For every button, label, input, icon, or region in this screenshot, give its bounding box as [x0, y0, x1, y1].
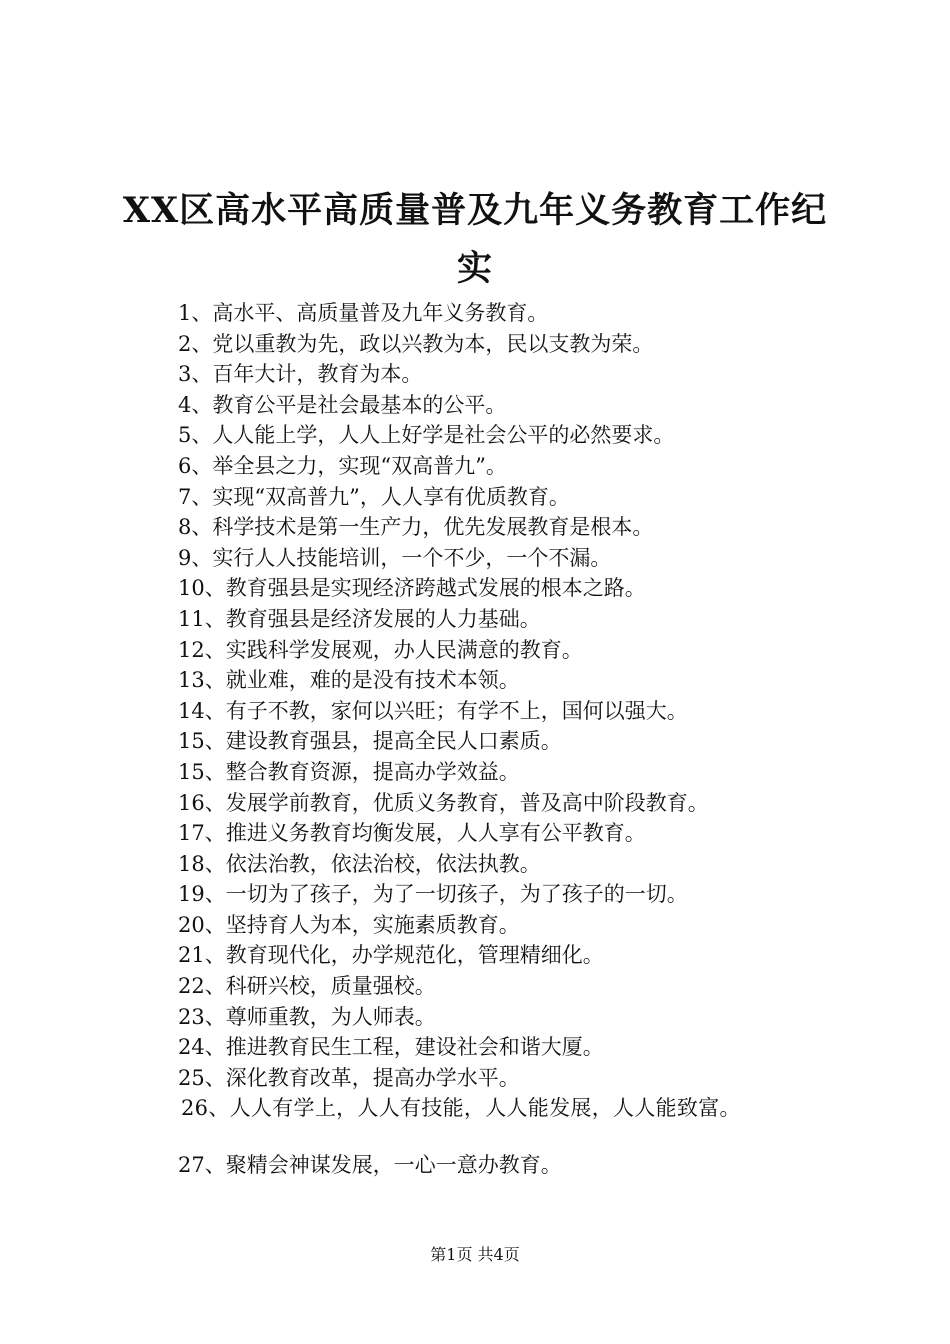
list-item: 16、发展学前教育，优质义务教育，普及高中阶段教育。: [178, 790, 709, 815]
list-item: 13、就业难，难的是没有技术本领。: [178, 668, 520, 693]
list-item: 24、推进教育民生工程，建设社会和谐大厦。: [178, 1035, 604, 1060]
list-item: 14、有子不教，家何以兴旺；有学不上，国何以强大。: [178, 698, 688, 723]
list-item: 26、人人有学上，人人有技能，人人能发展，人人能致富。: [181, 1096, 741, 1121]
page-number-footer: 第1页 共4页: [430, 1245, 520, 1264]
list-item: 1、高水平、高质量普及九年义务教育。: [178, 301, 549, 325]
slogan-list: [178, 298, 878, 1181]
list-item: 5、人人能上学，人人上好学是社会公平的必然要求。: [178, 423, 675, 448]
document-title-line-1: XX区高水平高质量普及九年义务教育工作纪: [122, 190, 828, 231]
list-item: 21、教育现代化，办学规范化，管理精细化。: [178, 943, 604, 968]
list-item: 22、科研兴校，质量强校。: [178, 974, 436, 999]
list-item: 2、党以重教为先，政以兴教为本，民以支教为荣。: [178, 331, 654, 356]
list-item: 15、整合教育资源，提高办学效益。: [178, 759, 520, 784]
list-item: 18、依法治教，依法治校，依法执教。: [178, 851, 541, 876]
list-item: 19、一切为了孩子，为了一切孩子，为了孩子的一切。: [178, 882, 688, 907]
list-item: 20、坚持育人为本，实施素质教育。: [178, 912, 520, 937]
list-item: 4、教育公平是社会最基本的公平。: [178, 392, 507, 417]
list-item: 10、教育强县是实现经济跨越式发展的根本之路。: [178, 576, 646, 601]
list-item: 11、教育强县是经济发展的人力基础。: [178, 606, 541, 631]
list-item: 7、实现“双高普九”，人人享有优质教育。: [178, 484, 570, 509]
list-item: 23、尊师重教，为人师表。: [178, 1004, 436, 1029]
list-item: 9、实行人人技能培训，一个不少，一个不漏。: [178, 545, 612, 570]
list-item: 27、聚精会神谋发展，一心一意办教育。: [178, 1153, 562, 1178]
list-item: 8、科学技术是第一生产力，优先发展教育是根本。: [178, 515, 654, 540]
list-item: 15、建设教育强县，提高全民人口素质。: [178, 729, 562, 754]
list-item: 25、深化教育改革，提高办学水平。: [178, 1065, 520, 1090]
list-item: 6、举全县之力，实现“双高普九”。: [178, 453, 507, 478]
list-item: 12、实践科学发展观，办人民满意的教育。: [178, 637, 583, 662]
document-title-line-2: 实: [456, 248, 493, 289]
list-item: 3、百年大计，教育为本。: [178, 362, 423, 387]
list-item: 17、推进义务教育均衡发展，人人享有公平教育。: [178, 821, 646, 846]
